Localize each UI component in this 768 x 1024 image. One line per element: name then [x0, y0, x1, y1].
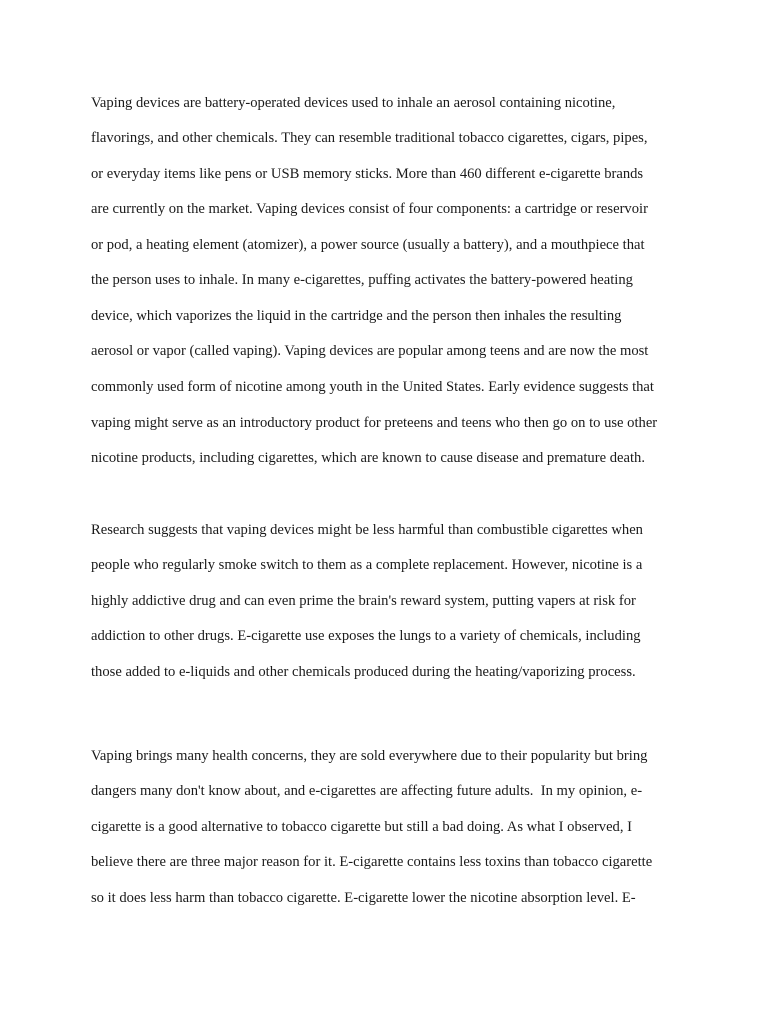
paragraph-line: or everyday items like pens or USB memory sticks. More than 460 different e-cigarette brands — [91, 166, 644, 182]
paragraph-line: flavorings, and other chemicals. They can resemble traditional tobacco cigarettes, cigars, pipes, — [91, 130, 648, 146]
paragraph-line: Research suggests that vaping devices might be less harmful than combustible cigarettes when — [91, 522, 643, 538]
paragraph-line: Vaping brings many health concerns, they are sold everywhere due to their popularity but bring — [91, 748, 648, 764]
paragraph-line: device, which vaporizes the liquid in the cartridge and the person then inhales the resulting — [91, 308, 622, 324]
paragraph-line: those added to e-liquids and other chemicals produced during the heating/vaporizing process. — [91, 664, 636, 680]
paragraph-line: or pod, a heating element (atomizer), a power source (usually a battery), and a mouthpiece that — [91, 237, 645, 253]
paragraph-line: are currently on the market. Vaping devices consist of four components: a cartridge or reservoir — [91, 201, 648, 217]
paragraph-line: the person uses to inhale. In many e-cigarettes, puffing activates the battery-powered heating — [91, 272, 633, 288]
paragraph-line: cigarette is a good alternative to tobacco cigarette but still a bad doing. As what I observed, I — [91, 819, 633, 835]
paragraph-line: nicotine products, including cigarettes, which are known to cause disease and premature death. — [91, 450, 645, 466]
paragraph-line: commonly used form of nicotine among youth in the United States. Early evidence suggests that — [91, 379, 654, 395]
paragraph-line: so it does less harm than tobacco cigarette. E-cigarette lower the nicotine absorption level. E- — [91, 890, 636, 906]
paragraph-line: addiction to other drugs. E-cigarette use exposes the lungs to a variety of chemicals, including — [91, 628, 641, 644]
paragraph-line: people who regularly smoke switch to them as a complete replacement. However, nicotine is a — [91, 557, 643, 573]
paragraph-line: Vaping devices are battery-operated devices used to inhale an aerosol containing nicotine, — [91, 95, 616, 111]
paragraph-line: highly addictive drug and can even prime the brain's reward system, putting vapers at risk for — [91, 593, 636, 609]
paragraph-line: dangers many don't know about, and e-cigarettes are affecting future adults. In my opinion, e- — [91, 783, 643, 799]
paragraph-line: believe there are three major reason for it. E-cigarette contains less toxins than tobacco cigarette — [91, 854, 653, 870]
paragraph-line: aerosol or vapor (called vaping). Vaping devices are popular among teens and are now the most — [91, 343, 649, 359]
paragraph-line: vaping might serve as an introductory product for preteens and teens who then go on to use other — [91, 415, 658, 431]
